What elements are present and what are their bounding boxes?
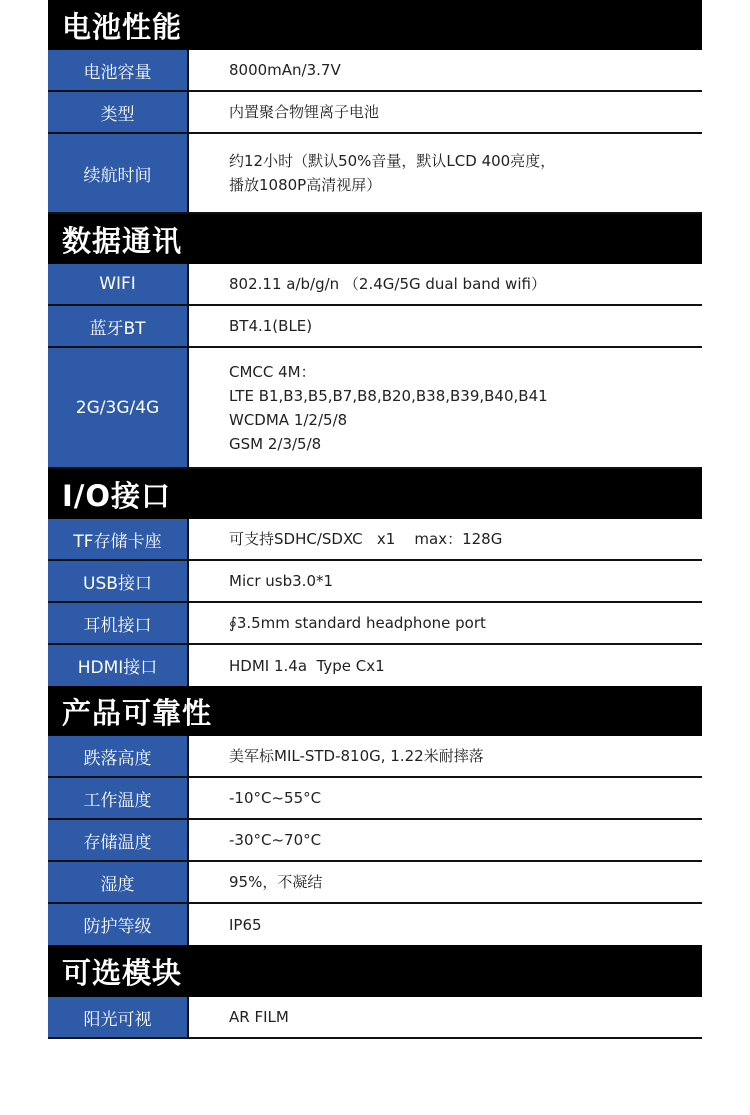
section-connectivity [48, 214, 702, 469]
spec-label: USB接口 [48, 561, 189, 601]
spec-value-line: Micr usb3.0*1 [229, 572, 334, 590]
spec-label: 电池容量 [48, 50, 189, 90]
spec-value-line: ∮3.5mm standard headphone port [229, 614, 486, 632]
spec-label: 阳光可视 [48, 997, 189, 1037]
spec-row [48, 519, 702, 561]
spec-value [189, 862, 702, 902]
spec-value [189, 264, 702, 304]
section-title: 产品可靠性 [48, 686, 702, 736]
spec-row [48, 820, 702, 862]
section-io [48, 469, 702, 686]
spec-row [48, 645, 702, 686]
spec-row [48, 904, 702, 945]
spec-value-line: -30°C~70°C [229, 831, 322, 849]
spec-row [48, 778, 702, 820]
spec-label: TF存储卡座 [48, 519, 189, 559]
spec-label: 耳机接口 [48, 603, 189, 643]
spec-row [48, 134, 702, 214]
spec-value-line: AR FILM [229, 1008, 289, 1026]
spec-value-line: LTE B1,B3,B5,B7,B8,B20,B38,B39,B40,B41 [229, 386, 548, 405]
spec-label: 类型 [48, 92, 189, 132]
spec-row [48, 997, 702, 1039]
spec-label: 蓝牙BT [48, 306, 189, 346]
spec-value [189, 519, 702, 559]
spec-value-line: 802.11 a/b/g/n （2.4G/5G dual band wifi） [229, 275, 546, 293]
spec-label: 湿度 [48, 862, 189, 902]
spec-value [189, 997, 702, 1037]
spec-sheet [48, 0, 702, 1039]
spec-value-line: WCDMA 1/2/5/8 [229, 410, 348, 429]
spec-value [189, 645, 702, 686]
spec-value [189, 134, 702, 212]
spec-value [189, 820, 702, 860]
spec-value-line: 95%，不凝结 [229, 873, 323, 891]
spec-row [48, 306, 702, 348]
spec-value-line: HDMI 1.4a Type Cx1 [229, 656, 385, 675]
section-battery [48, 0, 702, 214]
spec-value-line: 可支持SDHC/SDXC x1 max：128G [229, 530, 503, 548]
spec-row [48, 348, 702, 469]
spec-row [48, 603, 702, 645]
spec-value [189, 561, 702, 601]
spec-value [189, 736, 702, 776]
spec-value-line: CMCC 4M： [229, 362, 316, 381]
spec-value [189, 904, 702, 945]
spec-row [48, 862, 702, 904]
section-title: I/O接口 [48, 469, 702, 519]
spec-label: 存储温度 [48, 820, 189, 860]
spec-label: 续航时间 [48, 134, 189, 212]
spec-label: 2G/3G/4G [48, 348, 189, 467]
spec-row [48, 736, 702, 778]
section-title: 数据通讯 [48, 214, 702, 264]
spec-value-line: -10°C~55°C [229, 789, 322, 807]
spec-value [189, 306, 702, 346]
spec-value [189, 348, 702, 467]
section-reliability [48, 686, 702, 945]
spec-value-line: IP65 [229, 915, 262, 934]
spec-value-line: 美军标MIL-STD-810G, 1.22米耐摔落 [229, 747, 484, 765]
spec-label: 跌落高度 [48, 736, 189, 776]
spec-label: 防护等级 [48, 904, 189, 945]
spec-value [189, 603, 702, 643]
spec-row [48, 92, 702, 134]
spec-value [189, 92, 702, 132]
spec-value [189, 778, 702, 818]
spec-label: WIFI [48, 264, 189, 304]
section-optional-modules [48, 945, 702, 1039]
section-title: 电池性能 [48, 0, 702, 50]
spec-value-line: 8000mAn/3.7V [229, 61, 341, 79]
spec-value-line: 播放1080P高清视屏） [229, 176, 382, 194]
spec-value [189, 50, 702, 90]
spec-label: 工作温度 [48, 778, 189, 818]
section-title: 可选模块 [48, 945, 702, 997]
spec-value-line: BT4.1(BLE) [229, 317, 313, 335]
spec-value-line: GSM 2/3/5/8 [229, 434, 322, 453]
spec-row [48, 264, 702, 306]
spec-value-line: 内置聚合物锂离子电池 [229, 103, 380, 121]
spec-row [48, 561, 702, 603]
spec-value-line: 约12小时（默认50%音量，默认LCD 400亮度， [229, 152, 556, 170]
spec-label: HDMI接口 [48, 645, 189, 686]
spec-row [48, 50, 702, 92]
